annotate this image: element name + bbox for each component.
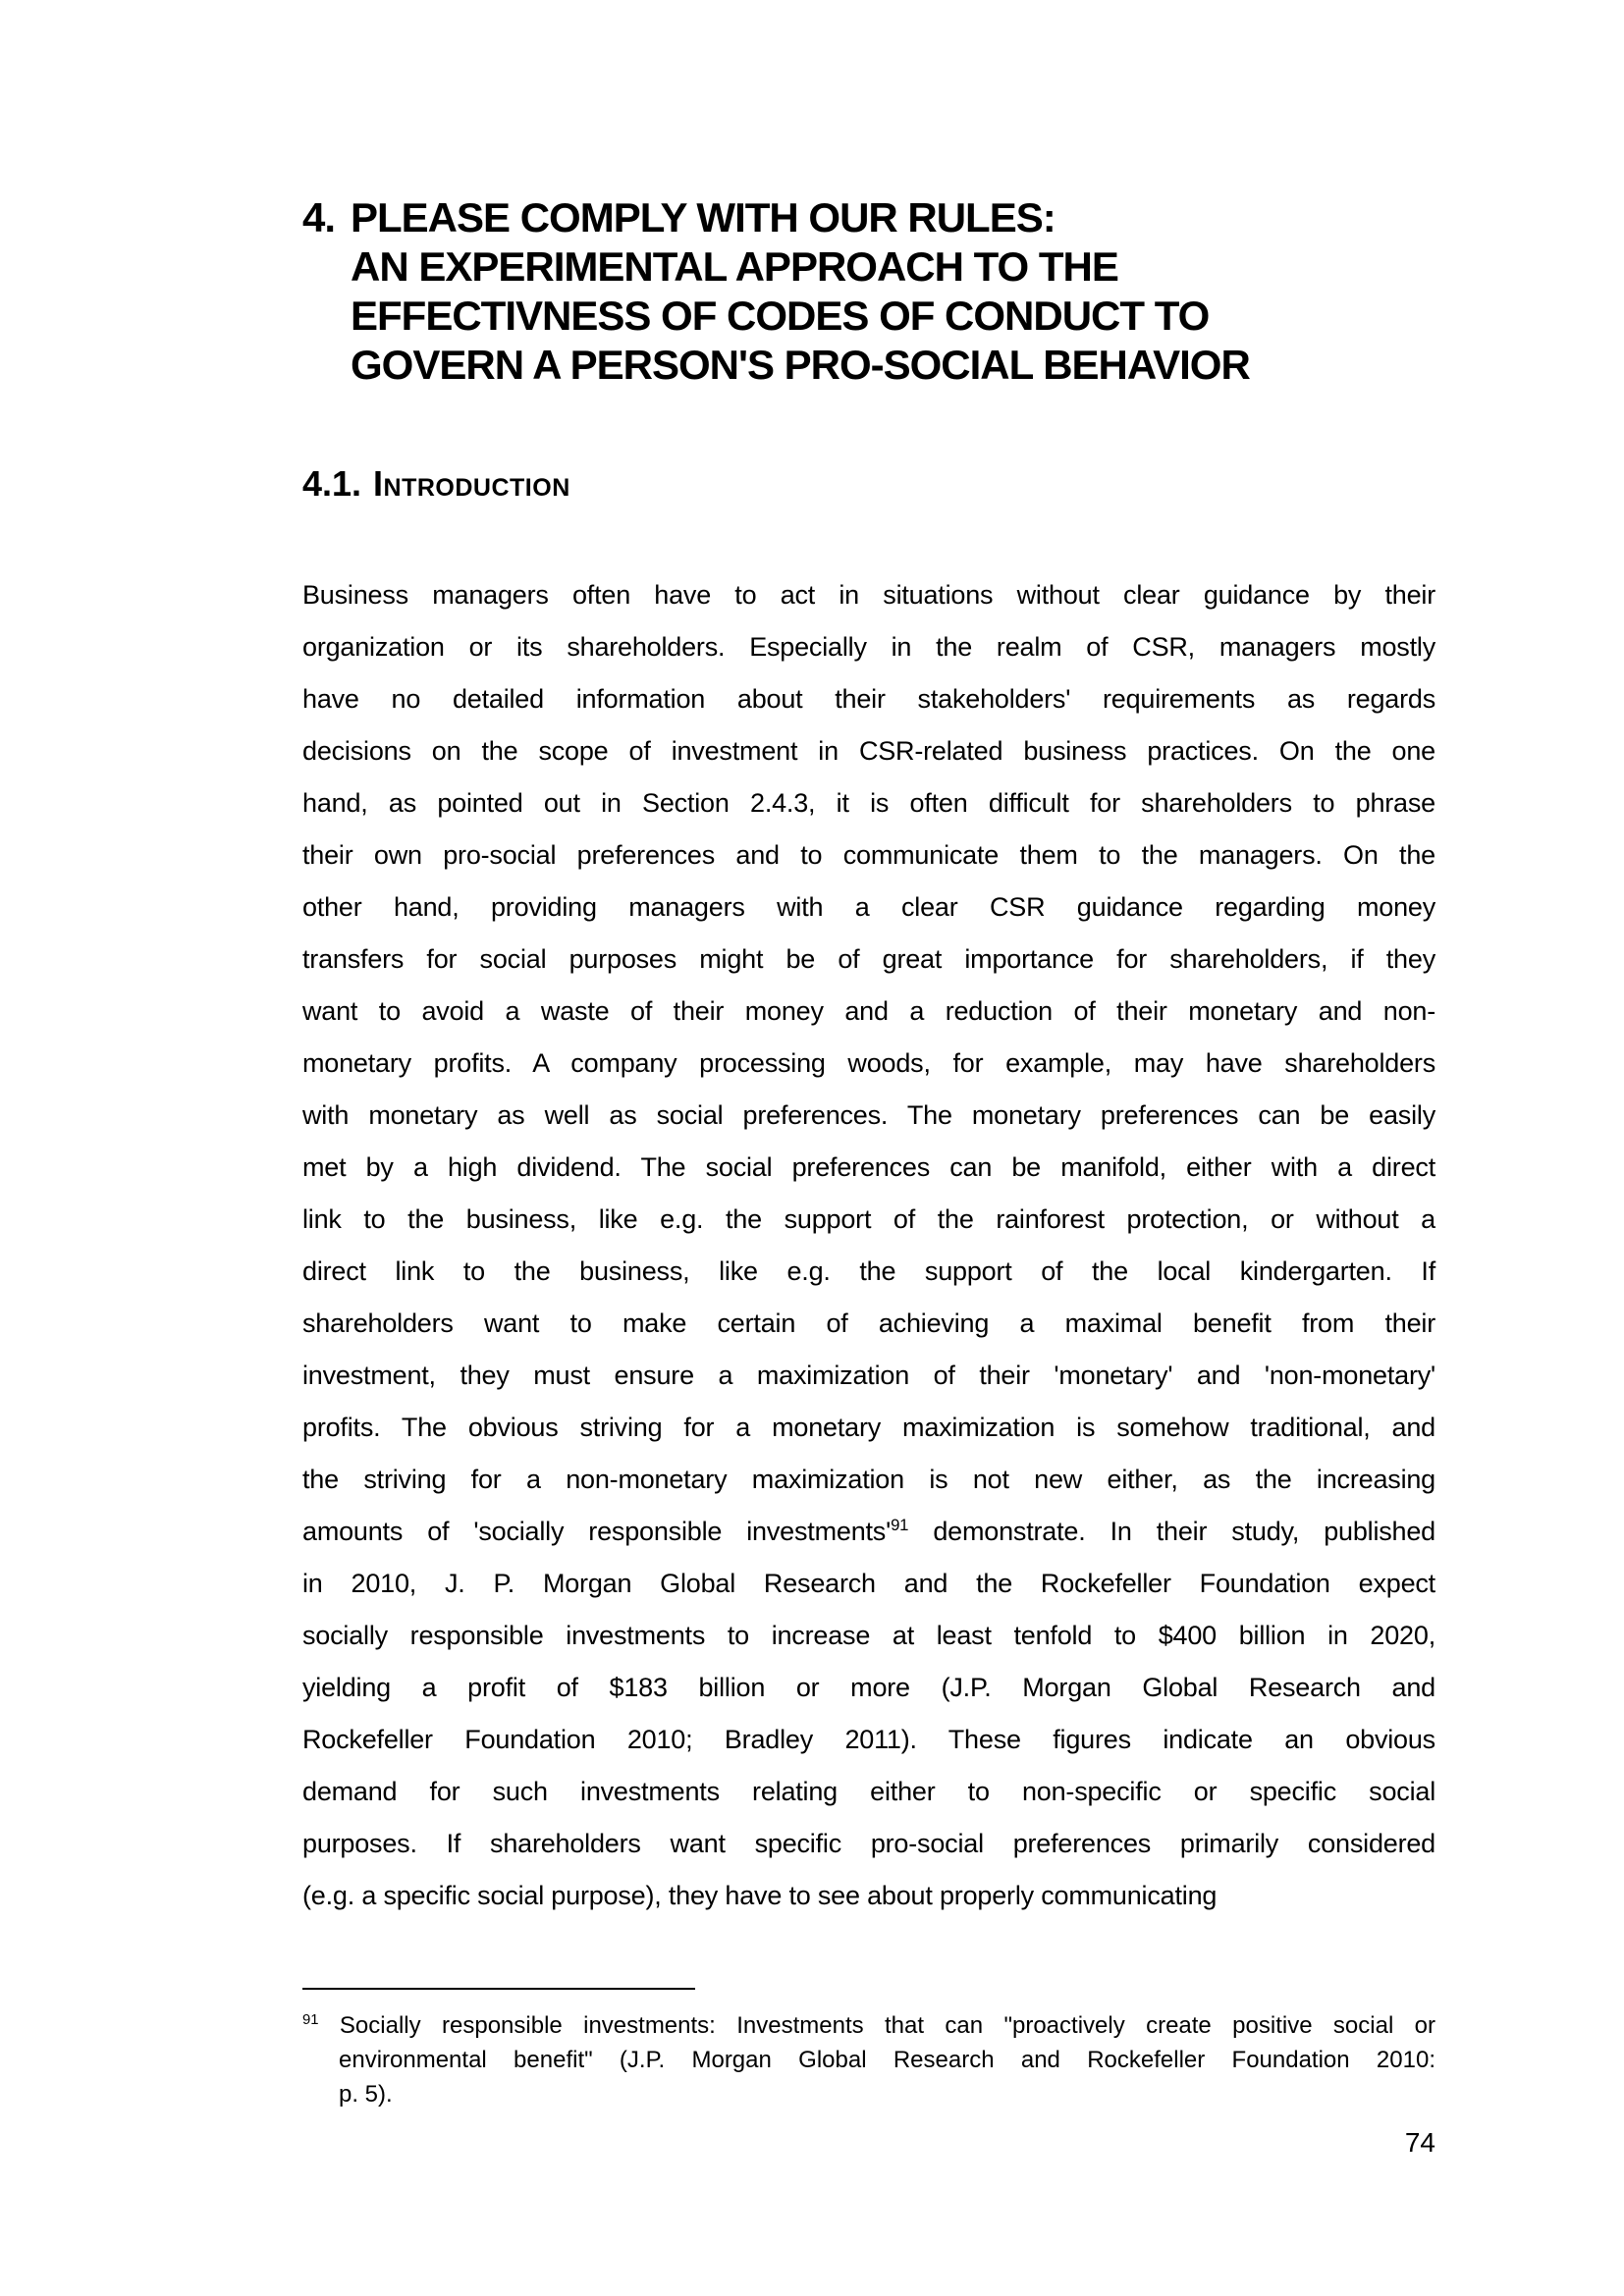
footnote-marker: 91 bbox=[302, 2012, 319, 2028]
body-line: monetary profits. A company processing woods, for example, may have shareholders bbox=[302, 1048, 1435, 1078]
body-text: amounts of 'socially responsible investments' bbox=[302, 1517, 892, 1546]
body-line: socially responsible investments to increase at least tenfold to $400 billion in 2020, bbox=[302, 1621, 1435, 1650]
footnote bbox=[302, 2008, 1435, 2111]
footnote-separator bbox=[302, 1988, 695, 1990]
body-line: link to the business, like e.g. the support of the rainforest protection, or without a bbox=[302, 1204, 1435, 1234]
chapter-title-line: GOVERN A PERSON'S PRO-SOCIAL BEHAVIOR bbox=[351, 342, 1250, 388]
page-number: 74 bbox=[1404, 2127, 1435, 2158]
chapter-title bbox=[351, 193, 1489, 390]
body-line bbox=[302, 1506, 1435, 1558]
body-line: other hand, providing managers with a clear CSR guidance regarding money bbox=[302, 892, 1435, 922]
chapter-number: 4. bbox=[302, 194, 336, 240]
body-line: with monetary as well as social preferences. The monetary preferences can be easily bbox=[302, 1100, 1435, 1130]
body-line: purposes. If shareholders want specific pro-social preferences primarily considered bbox=[302, 1829, 1435, 1858]
body-line: Rockefeller Foundation 2010; Bradley 2011). These figures indicate an obvious bbox=[302, 1725, 1435, 1754]
section-title: Introduction bbox=[373, 463, 570, 504]
body-line: in 2010, J. P. Morgan Global Research and the Rockefeller Foundation expect bbox=[302, 1569, 1435, 1598]
body-line: met by a high dividend. The social preferences can be manifold, either with a direct bbox=[302, 1152, 1435, 1182]
body-line: transfers for social purposes might be of great importance for shareholders, if they bbox=[302, 944, 1435, 974]
body-line: the striving for a non-monetary maximization is not new either, as the increasing bbox=[302, 1465, 1435, 1494]
body-line: hand, as pointed out in Section 2.4.3, it is often difficult for shareholders to phrase bbox=[302, 788, 1435, 818]
body-line: (e.g. a specific social purpose), they have to see about properly communicating bbox=[302, 1881, 1218, 1910]
body-line: yielding a profit of $183 billion or more (J.P. Morgan Global Research and bbox=[302, 1673, 1435, 1702]
body-line: demand for such investments relating either to non-specific or specific social bbox=[302, 1777, 1435, 1806]
chapter-title-line: PLEASE COMPLY WITH OUR RULES: bbox=[351, 194, 1056, 240]
body-line: their own pro-social preferences and to communicate them to the managers. On the bbox=[302, 840, 1435, 870]
body-line: have no detailed information about their stakeholders' requirements as regards bbox=[302, 684, 1435, 714]
body-line: organization or its shareholders. Especially in the realm of CSR, managers mostly bbox=[302, 632, 1435, 662]
section-heading bbox=[302, 462, 570, 506]
chapter-title-line: AN EXPERIMENTAL APPROACH TO THE bbox=[351, 243, 1118, 290]
body-paragraph bbox=[302, 569, 1435, 1922]
footnote-line: $^{91}$ Socially responsible investments: Investments that can "proactively create positive social or bbox=[302, 2012, 1435, 2039]
chapter-heading bbox=[302, 193, 1489, 390]
body-line: shareholders want to make certain of achieving a maximal benefit from their bbox=[302, 1308, 1435, 1338]
body-line: investment, they must ensure a maximization of their 'monetary' and 'non-monetary' bbox=[302, 1361, 1435, 1390]
chapter-title-line: EFFECTIVNESS OF CODES OF CONDUCT TO bbox=[351, 293, 1210, 339]
footnote-reference: 91 bbox=[891, 1516, 909, 1534]
footnote-line: p. 5). bbox=[339, 2081, 393, 2108]
section-number: 4.1. bbox=[302, 463, 362, 504]
body-line: want to avoid a waste of their money and a reduction of their monetary and non- bbox=[302, 996, 1435, 1026]
body-line: profits. The obvious striving for a monetary maximization is somehow traditional, and bbox=[302, 1413, 1435, 1442]
body-text: demonstrate. In their study, published bbox=[908, 1517, 1435, 1546]
body-line: Business managers often have to act in situations without clear guidance by their bbox=[302, 580, 1435, 610]
body-line: decisions on the scope of investment in CSR-related business practices. On the one bbox=[302, 736, 1435, 766]
footnote-line: environmental benefit" (J.P. Morgan Global Research and Rockefeller Foundation 2010: bbox=[339, 2047, 1435, 2073]
body-line: direct link to the business, like e.g. the support of the local kindergarten. If bbox=[302, 1256, 1435, 1286]
